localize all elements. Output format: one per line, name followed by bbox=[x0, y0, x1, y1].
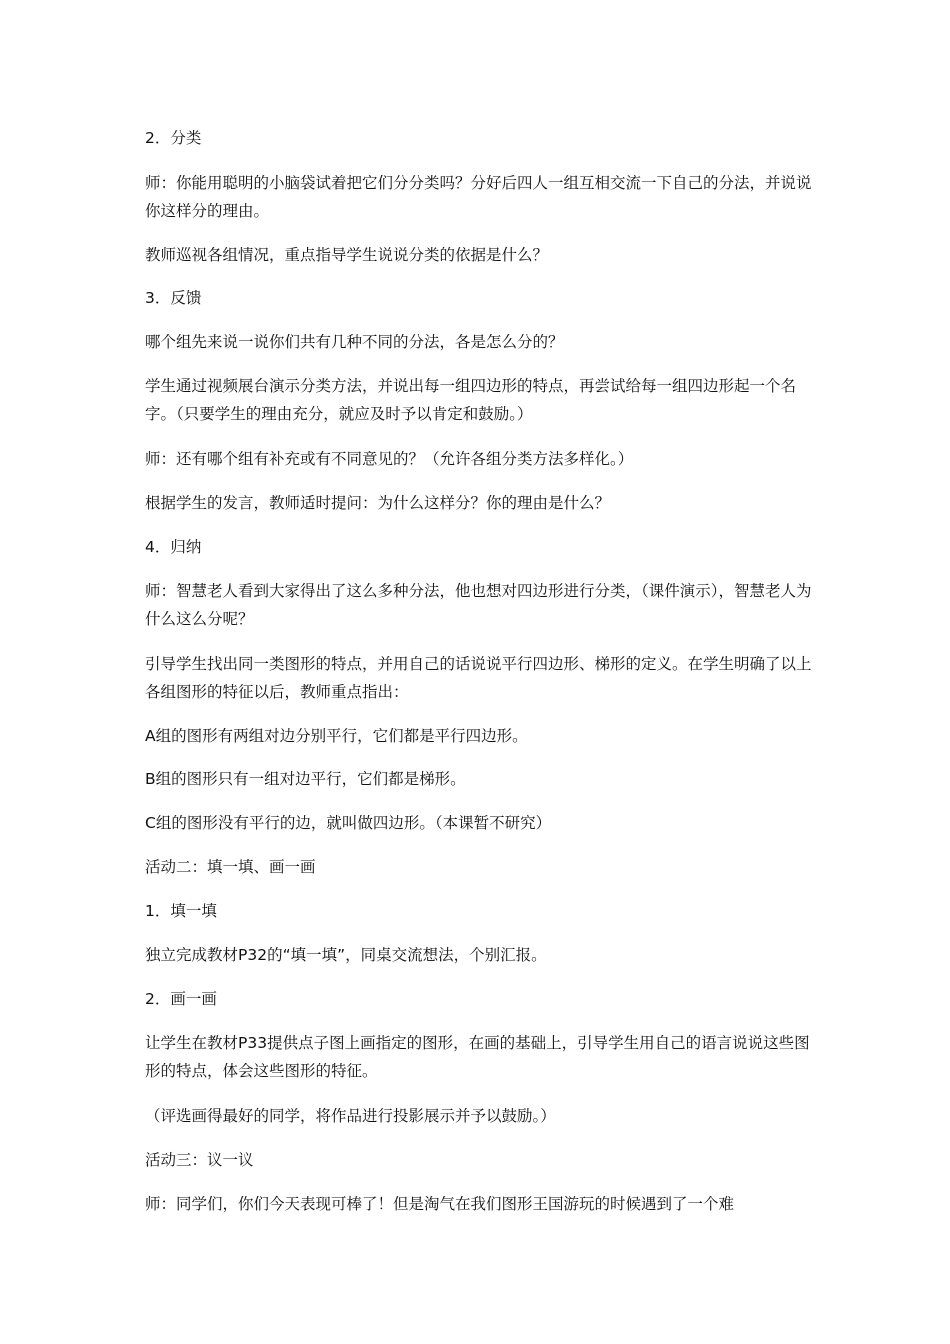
paragraph-group-report: 哪个组先来说一说你们共有几种不同的分法，各是怎么分的？ bbox=[145, 333, 564, 351]
paragraph-guide-students: 引导学生找出同一类图形的特点，并用自己的话说说平行四边形、梯形的定义。在学生明确了以上各组图形的特征以后，教师重点指出： bbox=[145, 655, 812, 701]
paragraph-group-b: B组的图形只有一组对边平行，它们都是梯形。 bbox=[145, 770, 466, 788]
paragraph-select-best: （评选画得最好的同学，将作品进行投影展示并予以鼓励。） bbox=[145, 1107, 556, 1125]
paragraph-group-c: C组的图形没有平行的边，就叫做四边形。（本课暂不研究） bbox=[145, 814, 552, 832]
paragraph-supplement: 师：还有哪个组有补充或有不同意见的？（允许各组分类方法多样化。） bbox=[145, 450, 634, 468]
paragraph-draw-task: 让学生在教材P33提供点子图上画指定的图形，在画的基础上，引导学生用自己的语言说说这些图形的特点，体会这些图形的特征。 bbox=[145, 1034, 810, 1080]
paragraph-teacher-praise: 师：同学们，你们今天表现可棒了！但是淘气在我们图形王国游玩的时候遇到了一个难 bbox=[145, 1195, 735, 1213]
heading-activity-three: 活动三：议一议 bbox=[145, 1151, 254, 1169]
heading-fill: 1．填一填 bbox=[145, 902, 217, 920]
paragraph-teacher-ask: 根据学生的发言，教师适时提问：为什么这样分？你的理由是什么？ bbox=[145, 494, 611, 512]
heading-activity-two: 活动二：填一填、画一画 bbox=[145, 858, 316, 876]
heading-feedback: 3．反馈 bbox=[145, 289, 202, 307]
paragraph-fill-task: 独立完成教材P32的“填一填”，同桌交流想法，个别汇报。 bbox=[145, 946, 547, 964]
paragraph-wise-elder: 师：智慧老人看到大家得出了这么多种分法，他也想对四边形进行分类，（课件演示），智慧老人为什么这么分呢？ bbox=[145, 582, 812, 628]
paragraph-teacher-question: 师：你能用聪明的小脑袋试着把它们分分类吗？分好后四人一组互相交流一下自己的分法，并说说你这样分的理由。 bbox=[145, 174, 812, 220]
heading-classify: 2．分类 bbox=[145, 129, 202, 147]
paragraph-group-a: A组的图形有两组对边分别平行，它们都是平行四边形。 bbox=[145, 727, 528, 745]
paragraph-student-demo: 学生通过视频展台演示分类方法，并说出每一组四边形的特点，再尝试给每一组四边形起一个名字。（只要学生的理由充分，就应及时予以肯定和鼓励。） bbox=[145, 377, 797, 423]
heading-summary: 4．归纳 bbox=[145, 538, 202, 556]
heading-draw: 2．画一画 bbox=[145, 990, 217, 1008]
paragraph-teacher-patrol: 教师巡视各组情况，重点指导学生说说分类的依据是什么？ bbox=[145, 246, 549, 264]
